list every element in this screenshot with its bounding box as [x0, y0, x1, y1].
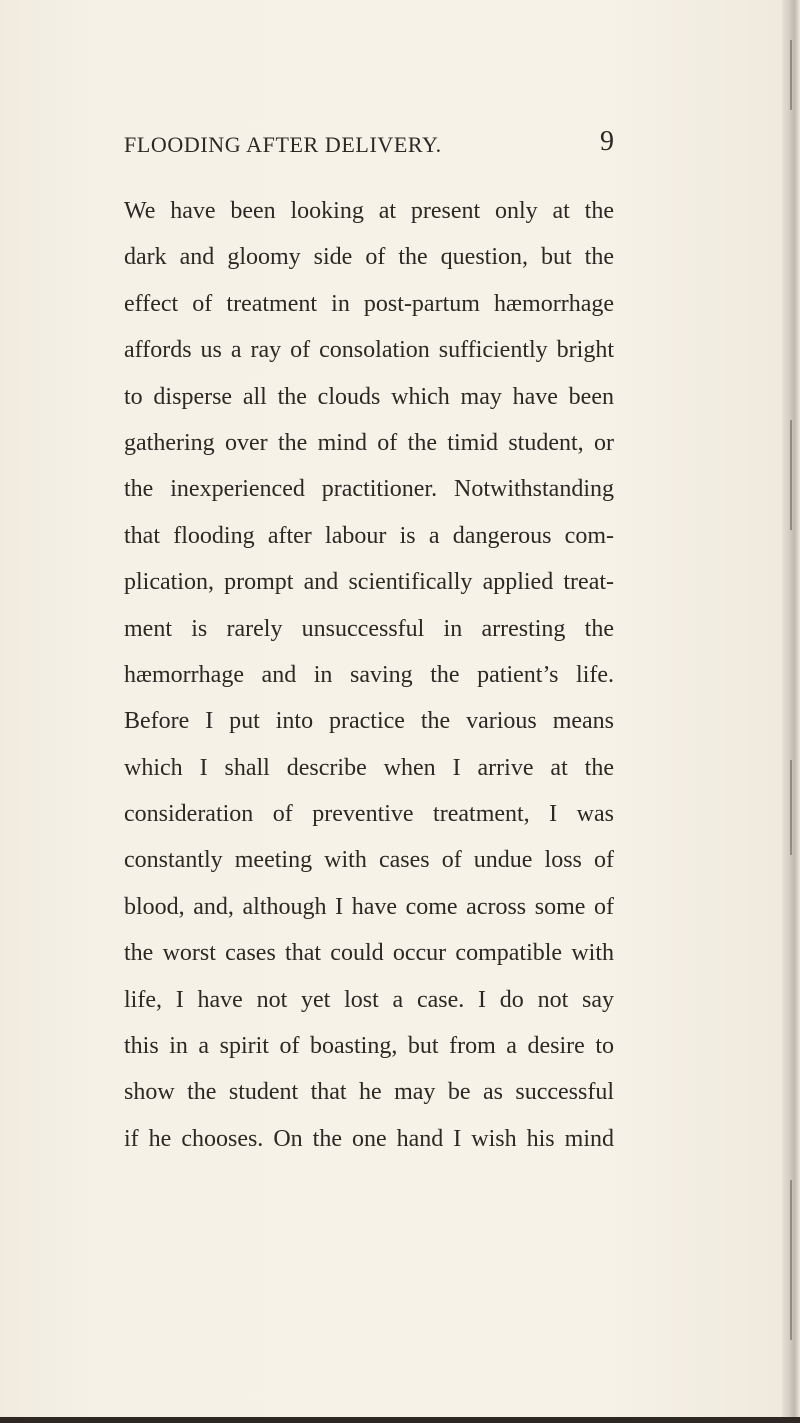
- text-line: We have been looking at present only at the: [124, 198, 614, 224]
- binding-shadow-mark: [790, 420, 792, 530]
- text-line: this in a spirit of boasting, but from a desire to: [124, 1033, 614, 1060]
- bottom-edge-shadow: [0, 1417, 800, 1423]
- text-line: Before I put into practice the various means: [124, 708, 614, 735]
- text-line: ment is rarely unsuccessful in arresting the: [124, 615, 614, 642]
- text-line: life, I have not yet lost a case. I do not say: [124, 986, 614, 1013]
- binding-edge: [782, 0, 800, 1423]
- text-line: dark and gloomy side of the question, but the: [124, 244, 614, 271]
- running-title: FLOODING AFTER DELIVERY.: [124, 132, 442, 157]
- text-line: the inexperienced practitioner. Notwithstanding: [124, 476, 614, 503]
- text-line: gathering over the mind of the timid student, or: [124, 429, 614, 456]
- text-line: affords us a ray of consolation sufficiently bright: [124, 337, 614, 364]
- text-line: if he chooses. On the one hand I wish his mind: [124, 1125, 614, 1152]
- text-line: blood, and, although I have come across some of: [124, 893, 614, 920]
- body-paragraph: [124, 188, 614, 1162]
- text-line: to disperse all the clouds which may have been: [124, 383, 614, 410]
- text-line: hæmorrhage and in saving the patient’s life.: [124, 661, 614, 688]
- text-line: that flooding after labour is a dangerous com-: [124, 522, 614, 549]
- text-line: the worst cases that could occur compatible with: [124, 940, 614, 967]
- text-line: effect of treatment in post-partum hæmorrhage: [124, 290, 614, 317]
- text-line: which I shall describe when I arrive at the: [124, 754, 614, 781]
- binding-shadow-mark: [790, 40, 792, 110]
- text-line: constantly meeting with cases of undue loss of: [124, 847, 614, 874]
- text-line: consideration of preventive treatment, I was: [124, 801, 614, 828]
- page-number: 9: [600, 126, 614, 157]
- running-header: [124, 126, 614, 164]
- text-line: plication, prompt and scientifically applied treat-: [124, 569, 614, 596]
- binding-shadow-mark: [790, 760, 792, 855]
- binding-shadow-mark: [790, 1180, 792, 1340]
- text-line: show the student that he may be as successful: [124, 1079, 614, 1106]
